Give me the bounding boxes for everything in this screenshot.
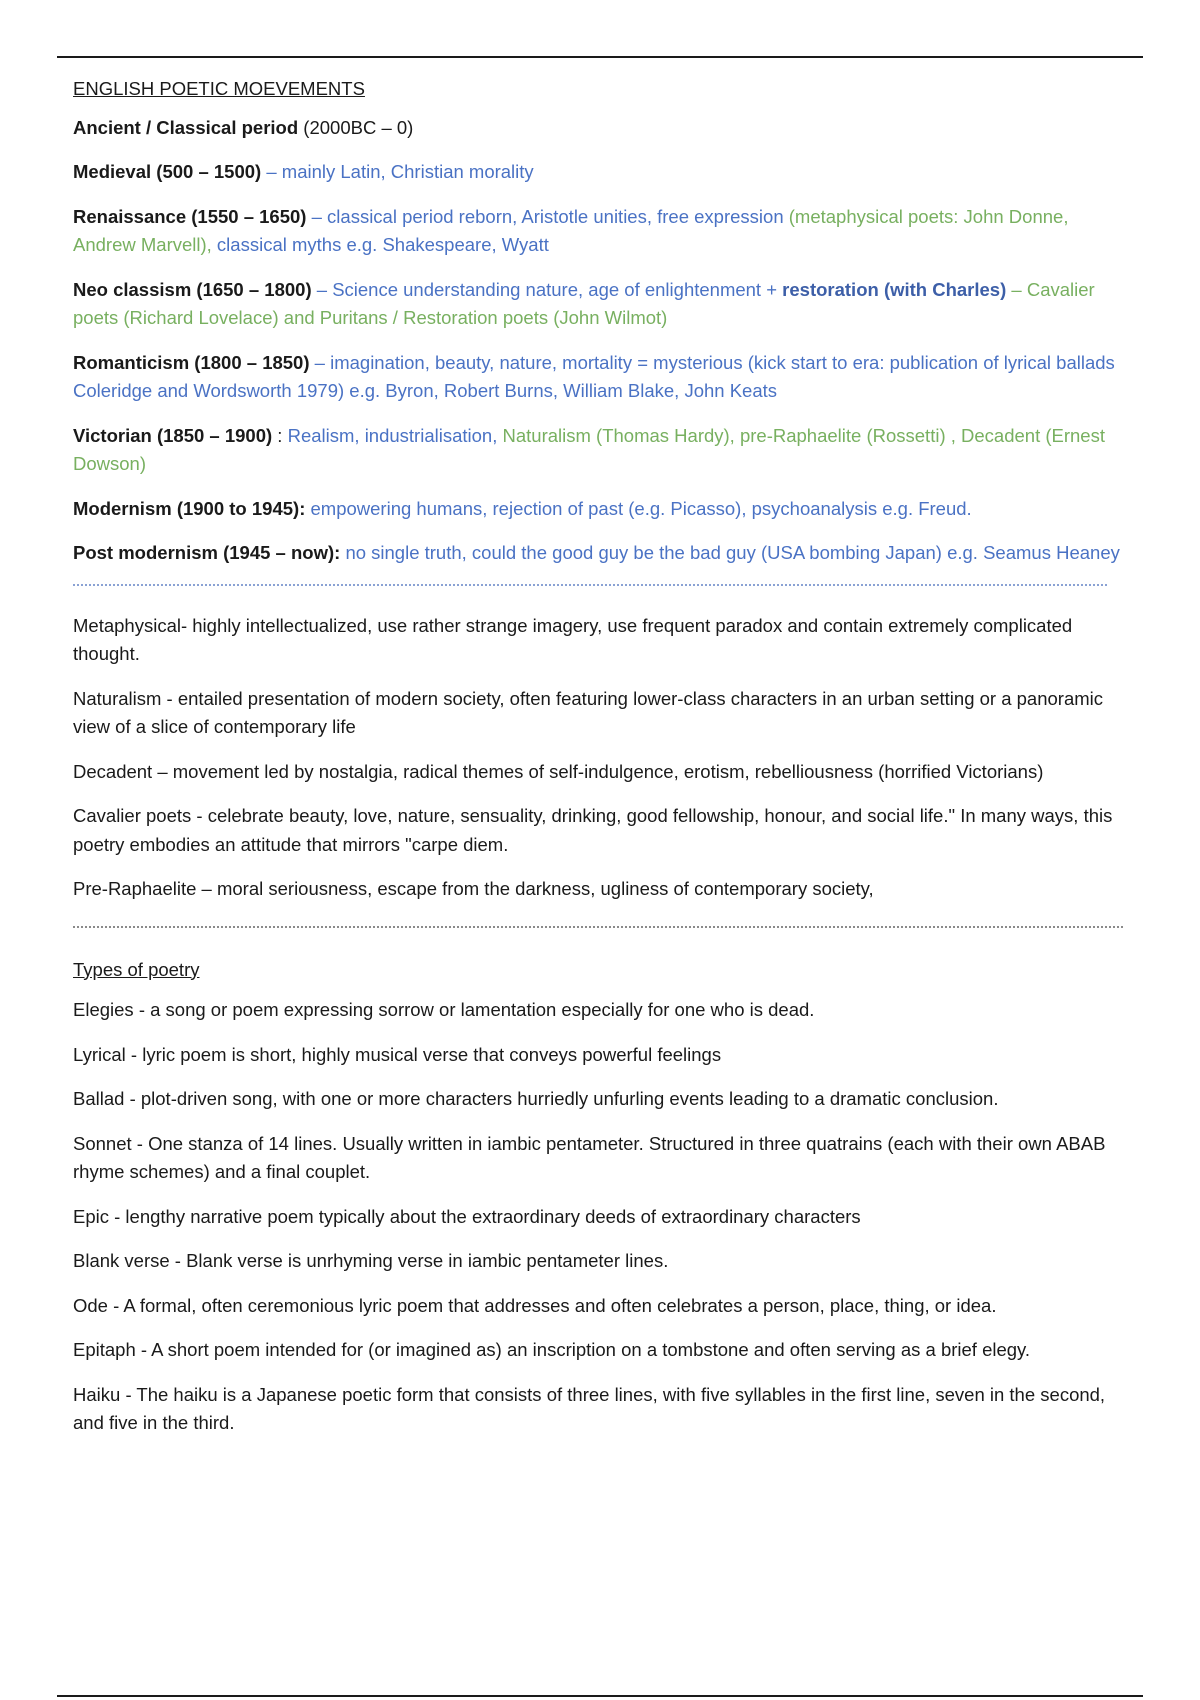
- type-lyrical: Lyrical - lyric poem is short, highly musical verse that conveys powerful feelings: [73, 1043, 722, 1065]
- period-separator: –: [309, 351, 331, 373]
- period-desc: no single truth, could the good guy be the bad guy (USA bombing Japan) e.g. Seamus Heaney: [345, 542, 1120, 563]
- type-blank-verse: Blank verse - Blank verse is unrhyming verse in iambic pentameter lines.: [73, 1250, 669, 1271]
- section-divider: [73, 926, 1123, 928]
- period-separator: –: [261, 161, 282, 182]
- period-separator: –: [306, 205, 328, 227]
- period-separator: –: [311, 278, 333, 300]
- page-title: ENGLISH POETIC MOEVEMENTS: [73, 78, 365, 99]
- page-bottom-rule: [57, 1695, 1143, 1697]
- period-medieval: [73, 158, 1133, 187]
- period-modernism: [73, 495, 1133, 524]
- period-romanticism: [73, 349, 1133, 406]
- period-name: Medieval (500 – 1500): [73, 161, 262, 182]
- period-desc-green: – Cavalier poets (Richard Lovelace) and Puritans / Restoration poets (John Wilmot): [73, 278, 1095, 328]
- type-epic: Epic - lengthy narrative poem typically about the extraordinary deeds of extraordinary characters: [73, 1205, 861, 1227]
- period-name: Modernism (1900 to 1945):: [73, 497, 306, 519]
- section-divider: [73, 584, 1107, 586]
- document-body: [73, 70, 1133, 1454]
- period-ancient: [73, 114, 1133, 143]
- period-desc: empowering humans, rejection of past (e.g. Picasso), psychoanalysis e.g. Freud.: [310, 497, 972, 519]
- period-name: Ancient / Classical period: [73, 116, 299, 138]
- period-desc: Science understanding nature, age of enlightenment +: [332, 278, 783, 300]
- period-post-modernism: [73, 539, 1133, 568]
- period-desc-green: (metaphysical poets: John Donne, Andrew Marvell),: [73, 205, 1069, 255]
- period-desc: Realism, industrialisation,: [287, 424, 498, 446]
- period-desc: mainly Latin, Christian morality: [281, 161, 534, 182]
- period-name: Post modernism (1945 – now):: [73, 542, 341, 563]
- type-elegies: Elegies - a song or poem expressing sorrow or lamentation especially for one who is dead.: [73, 999, 815, 1020]
- page-top-rule: [57, 56, 1143, 58]
- period-renaissance: [73, 203, 1133, 260]
- type-haiku: Haiku - The haiku is a Japanese poetic form that consists of three lines, with five syllables in the first line, seven in the second, and five in the third.: [73, 1383, 1106, 1433]
- type-ballad: Ballad - plot-driven song, with one or more characters hurriedly unfurling events leading to a dramatic conclusion.: [73, 1088, 999, 1109]
- period-name: Neo classism (1650 – 1800): [73, 278, 312, 300]
- period-neo-classism: [73, 276, 1133, 333]
- type-ode: Ode - A formal, often ceremonious lyric poem that addresses and often celebrates a person, place, thing, or idea.: [73, 1294, 997, 1316]
- definition-naturalism: Naturalism - entailed presentation of modern society, often featuring lower-class characters in an urban setting or a panoramic view of a slice of contemporary life: [73, 687, 1104, 737]
- period-name: Renaissance (1550 – 1650): [73, 205, 307, 227]
- period-separator: :: [272, 424, 288, 446]
- definition-decadent: Decadent – movement led by nostalgia, radical themes of self-indulgence, erotism, rebelliousness (horrified Victorians): [73, 760, 1044, 782]
- definition-metaphysical: Metaphysical- highly intellectualized, use rather strange imagery, use frequent paradox and contain extremely complicated thought.: [73, 614, 1073, 664]
- definition-cavalier-poets: Cavalier poets - celebrate beauty, love, nature, sensuality, drinking, good fellowship, honour, and social life." In many ways, this poetry embodies an attitude that mirrors "carpe diem.: [73, 805, 1113, 855]
- type-sonnet: Sonnet - One stanza of 14 lines. Usually written in iambic pentameter. Structured in three quatrains (each with their own ABAB rhyme schemes) and a final couplet.: [73, 1132, 1106, 1182]
- period-name: Romanticism (1800 – 1850): [73, 351, 310, 373]
- types-title: Types of poetry: [73, 958, 200, 980]
- period-name: Victorian (1850 – 1900): [73, 424, 273, 446]
- period-desc-green: Naturalism (Thomas Hardy), pre-Raphaelite (Rossetti) , Decadent (Ernest Dowson): [73, 424, 1105, 474]
- period-desc: imagination, beauty, nature, mortality = mysterious (kick start to era: publication of lyrical ballads Coleridge and Wordsworth 1979) e.g. Byron, Robert Burns, William Blake, John Keats: [73, 351, 1115, 401]
- definition-pre-raphaelite: Pre-Raphaelite – moral seriousness, escape from the darkness, ugliness of contemporary society,: [73, 878, 874, 899]
- period-dates: (2000BC – 0): [298, 116, 414, 138]
- period-victorian: [73, 422, 1133, 479]
- type-epitaph: Epitaph - A short poem intended for (or imagined as) an inscription on a tombstone and often serving as a brief elegy.: [73, 1339, 1031, 1360]
- period-desc-2: classical myths e.g. Shakespeare, Wyatt: [211, 234, 549, 255]
- period-desc: classical period reborn, Aristotle unities, free expression: [327, 205, 784, 227]
- period-desc-bold: restoration (with Charles): [782, 278, 1007, 300]
